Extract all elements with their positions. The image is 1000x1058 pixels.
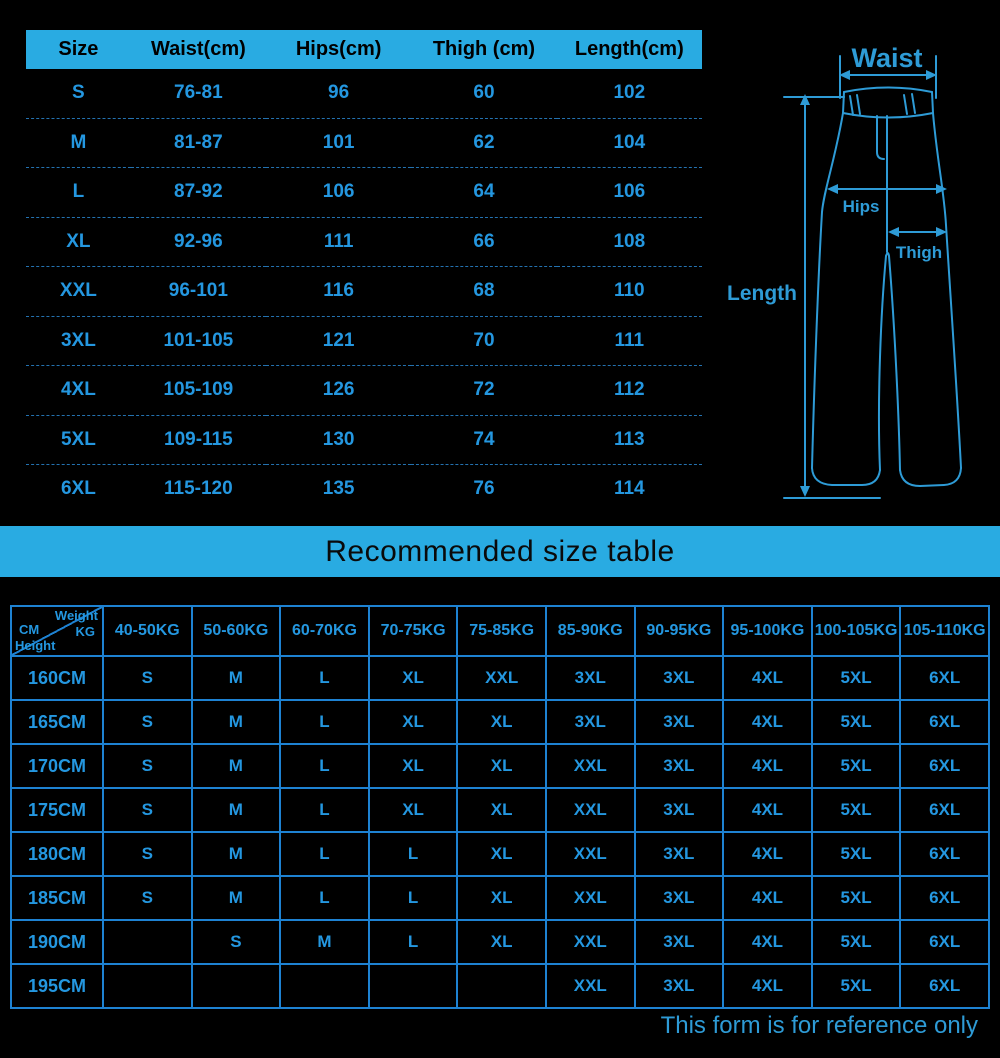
rec-table-row — [11, 744, 989, 788]
recommended-size-cell: S — [103, 656, 192, 700]
measurement-cell: 104 — [557, 118, 702, 168]
height-label-cell: 190CM — [11, 920, 103, 964]
measurement-cell: 105-109 — [131, 366, 266, 416]
measurement-cell: 74 — [411, 415, 556, 465]
recommended-size-cell: 3XL — [635, 700, 724, 744]
recommended-size-cell: 4XL — [723, 832, 812, 876]
recommended-size-cell — [280, 964, 369, 1008]
recommended-size-cell: 3XL — [546, 700, 635, 744]
weight-header-cell: 60-70KG — [280, 606, 369, 656]
size-label-cell: 4XL — [26, 366, 131, 416]
corner-height-label: Height — [15, 638, 56, 653]
recommended-size-cell: 3XL — [635, 656, 724, 700]
recommended-size-cell: M — [192, 788, 281, 832]
recommended-size-cell: XL — [369, 744, 458, 788]
measurement-cell: 76-81 — [131, 69, 266, 118]
measurement-cell: 111 — [557, 316, 702, 366]
measurement-cell: 106 — [266, 168, 411, 218]
recommended-size-cell: M — [192, 700, 281, 744]
measurement-cell: 135 — [322, 478, 355, 500]
recommended-size-cell — [103, 964, 192, 1008]
thigh-label: Thigh — [895, 243, 943, 262]
rec-table-row — [11, 832, 989, 876]
measurement-cell: 112 — [557, 366, 702, 416]
recommended-size-banner — [0, 526, 1000, 577]
size-table-row — [26, 168, 702, 218]
rec-table-body — [11, 656, 989, 1008]
recommended-size-cell: M — [192, 656, 281, 700]
measurement-cell: 121 — [266, 316, 411, 366]
height-label-cell: 160CM — [11, 656, 103, 700]
reference-note: This form is for reference only — [660, 1012, 978, 1039]
height-label-cell: 180CM — [11, 832, 103, 876]
size-label-cell: M — [26, 118, 131, 168]
rec-table-row — [11, 920, 989, 964]
recommended-size-cell: XXL — [546, 832, 635, 876]
recommended-size-cell — [457, 964, 546, 1008]
measurement-cell: 113 — [557, 415, 702, 465]
height-label-cell: 170CM — [11, 744, 103, 788]
recommended-size-cell: L — [369, 876, 458, 920]
height-label-cell: 185CM — [11, 876, 103, 920]
recommended-size-cell: 5XL — [812, 876, 901, 920]
corner-cm-label: CM — [19, 622, 40, 637]
recommended-size-cell: L — [280, 744, 369, 788]
recommended-size-cell: M — [280, 920, 369, 964]
recommended-size-cell: S — [103, 744, 192, 788]
pants-measurement-diagram — [700, 20, 1000, 515]
size-table-header-cell: Length(cm) — [557, 30, 702, 69]
measurement-cell: 72 — [411, 366, 556, 416]
recommended-size-table — [10, 605, 990, 1009]
banner-title: Recommended size table — [325, 534, 675, 568]
measurement-cell: 87-92 — [131, 168, 266, 218]
measurement-cell: 106 — [557, 168, 702, 218]
measurement-cell: 102 — [557, 69, 702, 118]
recommended-size-cell: XL — [457, 832, 546, 876]
rec-table-row — [11, 788, 989, 832]
recommended-size-cell: S — [103, 700, 192, 744]
recommended-size-cell: 5XL — [812, 964, 901, 1008]
length-label: Length — [727, 282, 797, 305]
weight-header-cell: 100-105KG — [812, 606, 901, 656]
corner-kg-label: KG — [75, 624, 95, 639]
recommended-size-cell: S — [192, 920, 281, 964]
recommended-size-cell: XL — [369, 700, 458, 744]
measurement-cell: 114 — [613, 478, 645, 500]
size-label-cell: XL — [26, 217, 131, 267]
size-table-header-cell: Thigh (cm) — [411, 30, 556, 69]
measurement-cell: 96 — [266, 69, 411, 118]
recommended-size-cell: 6XL — [900, 876, 989, 920]
recommended-size-cell: 3XL — [635, 788, 724, 832]
hips-label: Hips — [842, 197, 880, 216]
measurement-cell: 108 — [557, 217, 702, 267]
measurement-cell: 64 — [411, 168, 556, 218]
recommended-size-cell: 4XL — [723, 744, 812, 788]
recommended-size-cell: 5XL — [812, 788, 901, 832]
size-table-header-cell: Size — [26, 30, 131, 69]
length-arrow — [784, 94, 880, 498]
recommended-size-cell: 4XL — [723, 876, 812, 920]
size-table-row — [26, 217, 702, 267]
recommended-size-cell: S — [103, 788, 192, 832]
rec-table-row — [11, 656, 989, 700]
corner-weight-label: Weight — [54, 608, 98, 623]
size-table-row — [26, 366, 702, 416]
recommended-size-cell: 4XL — [723, 656, 812, 700]
recommended-size-cell: XL — [457, 876, 546, 920]
measurement-cell: 115-120 — [164, 478, 233, 500]
recommended-size-cell: L — [369, 832, 458, 876]
size-label-cell: 3XL — [26, 316, 131, 366]
weight-header-cell: 105-110KG — [900, 606, 989, 656]
thigh-arrow — [888, 227, 947, 237]
recommended-size-cell: L — [280, 656, 369, 700]
recommended-size-cell: 4XL — [723, 700, 812, 744]
recommended-size-cell: L — [369, 920, 458, 964]
measurement-cell: 126 — [266, 366, 411, 416]
recommended-size-cell: 3XL — [635, 876, 724, 920]
recommended-size-cell: 3XL — [546, 656, 635, 700]
measurement-cell: 130 — [266, 415, 411, 465]
recommended-size-cell: 4XL — [723, 920, 812, 964]
height-label-cell: 175CM — [11, 788, 103, 832]
recommended-size-cell: 3XL — [635, 744, 724, 788]
recommended-size-cell: 6XL — [900, 656, 989, 700]
measurement-cell: 111 — [266, 217, 411, 267]
size-table-row — [26, 118, 702, 168]
recommended-size-cell: XL — [457, 788, 546, 832]
recommended-size-cell: 4XL — [723, 788, 812, 832]
weight-header-cell: 85-90KG — [546, 606, 635, 656]
measurement-cell: 109-115 — [131, 415, 266, 465]
size-table-row — [26, 415, 702, 465]
recommended-size-cell — [192, 964, 281, 1008]
measurement-cell: 76 — [473, 478, 495, 500]
recommended-size-cell: XXL — [546, 744, 635, 788]
weight-header-cell: 95-100KG — [723, 606, 812, 656]
size-table-header-cell: Hips(cm) — [266, 30, 411, 69]
recommended-size-cell: L — [280, 788, 369, 832]
measurement-cell: 110 — [557, 267, 702, 317]
corner-cell — [11, 606, 103, 656]
recommended-size-cell: 6XL — [900, 920, 989, 964]
recommended-size-cell: S — [103, 832, 192, 876]
weight-header-cell: 90-95KG — [635, 606, 724, 656]
weight-header-cell: 40-50KG — [103, 606, 192, 656]
size-table — [26, 30, 702, 514]
recommended-size-cell: 5XL — [812, 656, 901, 700]
size-label-cell: L — [26, 168, 131, 218]
measurement-cell: 116 — [266, 267, 411, 317]
recommended-size-cell: XL — [369, 656, 458, 700]
recommended-size-cell: 5XL — [812, 744, 901, 788]
measurement-cell: 68 — [411, 267, 556, 317]
pants-outline-drawing — [812, 88, 961, 487]
recommended-size-cell: 6XL — [900, 788, 989, 832]
recommended-size-cell: 3XL — [635, 964, 724, 1008]
recommended-size-cell: L — [280, 832, 369, 876]
measurement-cell: 60 — [411, 69, 556, 118]
recommended-size-cell: S — [103, 876, 192, 920]
size-table-row — [26, 316, 702, 366]
size-table-header-cell: Waist(cm) — [131, 30, 266, 69]
recommended-size-cell: M — [192, 876, 281, 920]
weight-header-cell: 50-60KG — [192, 606, 281, 656]
recommended-size-cell: XXL — [546, 920, 635, 964]
height-label-cell: 195CM — [11, 964, 103, 1008]
size-label-cell: 5XL — [26, 415, 131, 465]
waist-label: Waist — [851, 43, 923, 73]
measurement-cell: 66 — [411, 217, 556, 267]
recommended-size-cell: XXL — [546, 964, 635, 1008]
measurement-cell: 96-101 — [131, 267, 266, 317]
recommended-size-cell: 5XL — [812, 832, 901, 876]
measurement-cell: 101 — [266, 118, 411, 168]
size-table-row — [26, 267, 702, 317]
rec-table-row — [11, 876, 989, 920]
weight-header-cell: 70-75KG — [369, 606, 458, 656]
recommended-size-cell: XL — [369, 788, 458, 832]
recommended-size-cell: XL — [457, 700, 546, 744]
recommended-size-cell — [369, 964, 458, 1008]
recommended-size-cell — [103, 920, 192, 964]
recommended-size-cell: XL — [457, 920, 546, 964]
recommended-size-cell: XXL — [457, 656, 546, 700]
measurement-cell: 81-87 — [131, 118, 266, 168]
rec-table-row — [11, 964, 989, 1008]
recommended-size-cell: 6XL — [900, 832, 989, 876]
rec-table-header-row — [11, 606, 989, 656]
recommended-size-cell: 3XL — [635, 832, 724, 876]
recommended-size-cell: 5XL — [812, 700, 901, 744]
recommended-size-cell: XL — [457, 744, 546, 788]
recommended-size-cell: XXL — [546, 788, 635, 832]
measurement-cell: 62 — [411, 118, 556, 168]
size-label-cell: S — [26, 69, 131, 118]
rec-table-row — [11, 700, 989, 744]
recommended-size-cell: M — [192, 744, 281, 788]
recommended-size-cell: M — [192, 832, 281, 876]
weight-header-cell: 75-85KG — [457, 606, 546, 656]
measurement-cell: 101-105 — [131, 316, 266, 366]
measurement-cell: 70 — [411, 316, 556, 366]
recommended-size-cell: L — [280, 876, 369, 920]
size-table-body — [26, 69, 702, 514]
size-table-header-row — [26, 30, 702, 69]
size-label-cell: 6XL — [60, 478, 96, 500]
height-label-cell: 165CM — [11, 700, 103, 744]
recommended-size-cell: 5XL — [812, 920, 901, 964]
size-table-row — [26, 69, 702, 118]
recommended-size-cell: 6XL — [900, 744, 989, 788]
recommended-size-cell: 3XL — [635, 920, 724, 964]
recommended-size-cell: XXL — [546, 876, 635, 920]
recommended-size-cell: 6XL — [900, 700, 989, 744]
recommended-size-cell: 6XL — [900, 964, 989, 1008]
size-table-row — [26, 465, 702, 514]
recommended-size-cell: L — [280, 700, 369, 744]
measurement-cell: 92-96 — [131, 217, 266, 267]
size-label-cell: XXL — [26, 267, 131, 317]
recommended-size-cell: 4XL — [723, 964, 812, 1008]
